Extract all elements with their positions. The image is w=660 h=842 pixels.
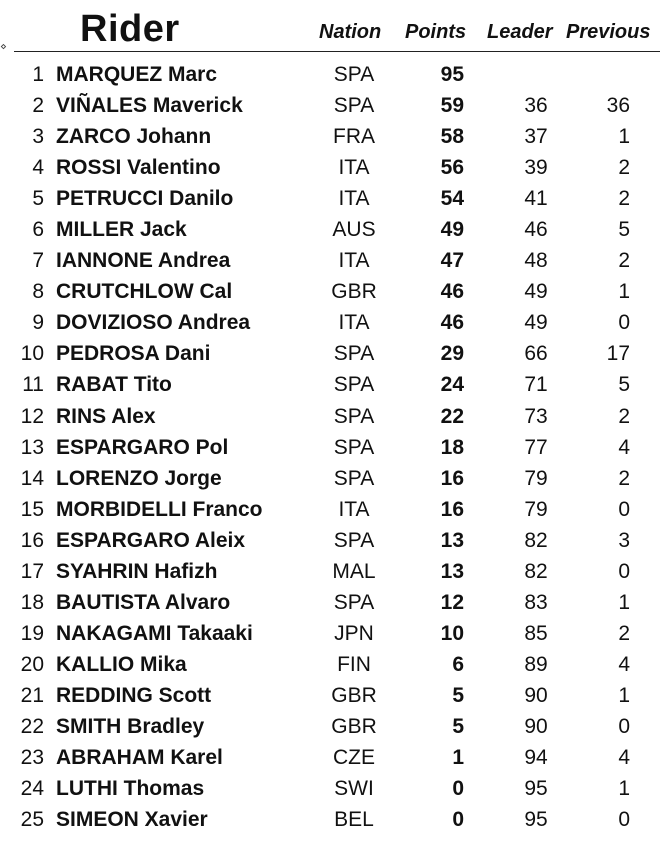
leader-gap-cell: 41 [524,187,548,211]
previous-gap-cell: 2 [618,466,630,490]
rider-name-cell: REDDING Scott [56,683,212,707]
leader-gap-cell: 71 [524,373,548,397]
table-row [0,371,660,402]
nation-cell: SPA [333,466,375,490]
rider-name-cell: RABAT Tito [56,373,172,397]
leader-gap-cell: 90 [524,714,548,738]
rider-name-cell: NAKAGAMI Takaaki [56,621,253,645]
position-cell: 6 [32,218,44,242]
table-row [0,465,660,496]
nation-cell: SWI [334,777,374,801]
rider-name-cell: VIÑALES Maverick [56,94,243,118]
standings-header [0,0,660,56]
table-row [0,589,660,620]
points-cell: 47 [440,249,464,273]
rider-name-cell: ZARCO Johann [56,125,212,149]
previous-gap-cell: 0 [618,311,630,335]
position-cell: 2 [32,94,44,118]
rider-name-cell: SYAHRIN Hafizh [56,559,218,583]
position-cell: 17 [20,559,44,583]
nation-cell: ITA [338,311,370,335]
position-cell: 16 [20,528,44,552]
previous-gap-cell: 3 [618,528,630,552]
previous-gap-cell: 2 [618,156,630,180]
table-row [0,154,660,185]
position-cell: 1 [32,63,44,86]
points-cell: 59 [440,94,464,118]
previous-gap-cell: 4 [618,746,630,770]
nation-cell: SPA [333,373,375,397]
points-cell: 5 [452,683,464,707]
nation-cell: ITA [338,497,370,521]
table-row [0,651,660,682]
table-row [0,185,660,216]
nation-cell: MAL [332,559,376,583]
table-row [0,309,660,340]
previous-gap-cell: 0 [618,808,630,832]
points-column-header: Points [405,21,467,43]
previous-gap-cell: 4 [618,652,630,676]
nation-cell: SPA [333,590,375,614]
position-cell: 8 [32,280,44,304]
points-cell: 24 [440,373,464,397]
previous-gap-cell: 1 [618,280,630,304]
rider-name-cell: MORBIDELLI Franco [56,497,263,521]
table-row [0,713,660,744]
header-divider [14,51,660,52]
rider-name-cell: SIMEON Xavier [56,808,208,832]
nation-cell: GBR [331,714,377,738]
position-cell: 10 [20,342,44,366]
leader-gap-cell: 94 [524,746,548,770]
rider-name-cell: CRUTCHLOW Cal [56,280,233,304]
points-cell: 6 [452,652,464,676]
table-row [0,403,660,434]
leader-gap-cell: 49 [524,311,548,335]
points-cell: 16 [440,466,464,490]
table-row [0,558,660,589]
rider-name-cell: ABRAHAM Karel [56,746,223,770]
previous-gap-cell: 5 [618,373,630,397]
previous-gap-cell: 1 [618,125,630,149]
table-row [0,247,660,278]
leader-gap-cell: 95 [524,808,548,832]
rider-name-cell: ESPARGARO Pol [56,435,229,459]
points-cell: 29 [440,342,464,366]
points-cell: 22 [440,404,464,428]
previous-gap-cell: 0 [618,497,630,521]
nation-cell: SPA [333,342,375,366]
points-cell: 49 [440,218,464,242]
previous-gap-cell: 1 [618,683,630,707]
nation-cell: JPN [334,621,374,645]
points-cell: 46 [440,311,464,335]
table-row [0,682,660,713]
points-cell: 13 [440,559,464,583]
points-cell: 54 [440,187,464,211]
nation-cell: GBR [331,683,377,707]
table-row [0,806,660,837]
previous-gap-cell: 1 [618,590,630,614]
position-cell: 22 [20,714,44,738]
nation-cell: GBR [331,280,377,304]
position-cell: 5 [32,187,44,211]
nation-cell: CZE [333,746,375,770]
points-cell: 1 [452,746,464,770]
table-row [0,775,660,806]
rider-name-cell: MARQUEZ Marc [56,63,218,86]
leader-gap-cell: 83 [524,590,548,614]
previous-gap-cell: 4 [618,435,630,459]
previous-gap-cell: 2 [618,404,630,428]
table-row [0,340,660,371]
leader-gap-cell: 37 [524,125,548,149]
points-cell: 5 [452,714,464,738]
position-cell: 7 [32,249,44,273]
position-cell: 11 [22,373,44,397]
nation-cell: AUS [332,218,376,242]
rider-name-cell: RINS Alex [56,404,156,428]
previous-gap-cell: 0 [618,714,630,738]
position-cell: 12 [20,404,44,428]
rider-name-cell: MILLER Jack [56,218,187,242]
leader-gap-cell: 46 [524,218,548,242]
table-row [0,496,660,527]
previous-gap-cell: 2 [618,621,630,645]
nation-cell: SPA [333,528,375,552]
leader-column-header: Leader [487,21,553,43]
nation-cell: SPA [333,435,375,459]
previous-gap-cell: 1 [618,777,630,801]
leader-gap-cell: 39 [524,156,548,180]
table-row [0,620,660,651]
points-cell: 18 [440,435,464,459]
position-cell: 20 [20,652,44,676]
leader-gap-cell: 48 [524,249,548,273]
position-cell: 24 [20,777,44,801]
leader-gap-cell: 79 [524,497,548,521]
previous-gap-cell: 0 [618,559,630,583]
leader-gap-cell: 89 [524,652,548,676]
previous-gap-cell: 2 [618,249,630,273]
table-row [0,527,660,558]
position-cell: 4 [32,156,44,180]
rider-name-cell: SMITH Bradley [56,714,205,738]
table-row [0,92,660,123]
position-cell: 23 [20,746,44,770]
leader-gap-cell: 90 [524,683,548,707]
points-cell: 12 [440,590,464,614]
nation-cell: SPA [333,404,375,428]
nation-cell: ITA [338,156,370,180]
table-row [0,216,660,247]
table-row [0,434,660,465]
nation-cell: BEL [334,808,374,832]
nation-column-header: Nation [319,21,382,43]
leader-gap-cell: 82 [524,528,548,552]
previous-gap-cell: 36 [606,94,630,118]
position-cell: 25 [20,808,44,832]
points-cell: 95 [440,63,464,86]
leader-gap-cell: 77 [524,435,548,459]
table-row [0,744,660,775]
position-cell: 13 [20,435,44,459]
nation-cell: FRA [333,125,375,149]
rider-name-cell: LORENZO Jorge [56,466,222,490]
previous-column-header: Previous [566,21,651,43]
previous-gap-cell: 17 [606,342,630,366]
corner-arrow-icon: ⋄ [0,41,7,53]
leader-gap-cell: 66 [524,342,548,366]
points-cell: 46 [440,280,464,304]
previous-gap-cell: 5 [618,218,630,242]
previous-gap-cell: 2 [618,187,630,211]
table-row [0,61,660,92]
rider-name-cell: PETRUCCI Danilo [56,187,234,211]
nation-cell: SPA [333,63,375,86]
position-cell: 14 [20,466,44,490]
leader-gap-cell: 95 [524,777,548,801]
rider-name-cell: IANNONE Andrea [56,249,231,273]
points-cell: 58 [440,125,464,149]
leader-gap-cell: 82 [524,559,548,583]
rider-name-cell: PEDROSA Dani [56,342,211,366]
nation-cell: FIN [337,652,371,676]
nation-cell: ITA [338,187,370,211]
leader-gap-cell: 73 [524,404,548,428]
rider-name-cell: KALLIO Mika [56,652,187,676]
rider-column-header: Rider [80,8,180,50]
leader-gap-cell: 79 [524,466,548,490]
nation-cell: ITA [338,249,370,273]
leader-gap-cell: 49 [524,280,548,304]
rider-name-cell: ESPARGARO Aleix [56,528,246,552]
points-cell: 0 [452,777,464,801]
leader-gap-cell: 85 [524,621,548,645]
rider-name-cell: ROSSI Valentino [56,156,221,180]
points-cell: 0 [452,808,464,832]
leader-gap-cell: 36 [524,94,548,118]
position-cell: 19 [20,621,44,645]
table-row [0,123,660,154]
standings-table [0,61,660,837]
rider-name-cell: DOVIZIOSO Andrea [56,311,251,335]
rider-name-cell: BAUTISTA Alvaro [56,590,231,614]
position-cell: 9 [32,311,44,335]
table-row [0,278,660,309]
position-cell: 18 [20,590,44,614]
points-cell: 10 [440,621,464,645]
rider-name-cell: LUTHI Thomas [56,777,205,801]
position-cell: 3 [32,125,44,149]
position-cell: 21 [20,683,44,707]
points-cell: 16 [440,497,464,521]
points-cell: 13 [440,528,464,552]
position-cell: 15 [20,497,44,521]
nation-cell: SPA [333,94,375,118]
points-cell: 56 [440,156,464,180]
